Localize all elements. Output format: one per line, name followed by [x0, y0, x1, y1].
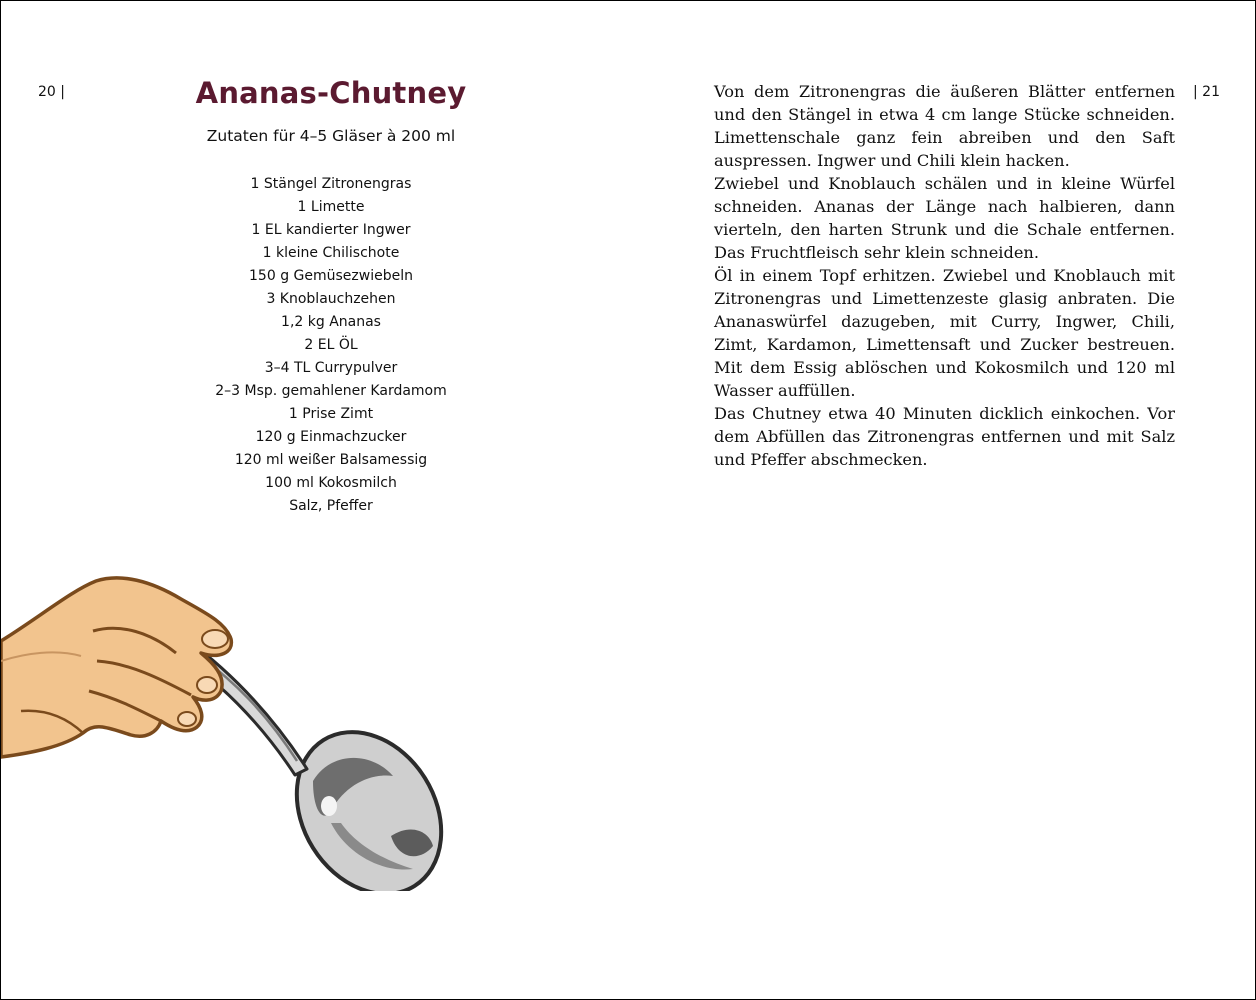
- method-paragraph: Das Chutney etwa 40 Minuten dicklich einkochen. Vor dem Abfüllen das Zitronengras entfernen und mit Salz und Pfeffer abschmecken.: [714, 404, 1175, 469]
- ingredient-item: 3 Knoblauchzehen: [266, 291, 396, 307]
- ingredient-item: 1 Stängel Zitronengras: [250, 176, 412, 192]
- page-number-right: | 21: [1193, 84, 1220, 100]
- ingredient-item: 1 Limette: [297, 199, 365, 215]
- ingredient-item: 1 EL kandierter Ingwer: [251, 222, 411, 238]
- ingredient-item: 1 Prise Zimt: [288, 406, 374, 422]
- ingredient-item: 120 ml weißer Balsamessig: [234, 452, 428, 468]
- ingredient-item: 1,2 kg Ananas: [281, 314, 381, 330]
- recipe-title: Ananas-Chutney: [195, 76, 467, 110]
- method-text: [714, 80, 1175, 471]
- page-number-left: 20 |: [38, 84, 65, 100]
- hand-holding-spoon-icon: [1, 561, 461, 891]
- ingredient-item: 150 g Gemüsezwiebeln: [249, 268, 413, 284]
- ingredients-subtitle: Zutaten für 4–5 Gläser à 200 ml: [206, 127, 456, 145]
- ingredient-item: 120 g Einmachzucker: [255, 429, 407, 445]
- ingredient-item: 2 EL ÖL: [304, 337, 358, 353]
- method-paragraph: Zwiebel und Knoblauch schälen und in kleine Würfel schneiden. Ananas der Länge nach halbieren, dann vierteln, den harten Strunk und die Schale entfernen. Das Fruchtfleisch sehr klein schneiden.: [714, 174, 1175, 262]
- hand-icon: [1, 578, 231, 757]
- method-paragraph: Öl in einem Topf erhitzen. Zwiebel und Knoblauch mit Zitronengras und Limettenzeste glasig anbraten. Die Ananaswürfel dazugeben, mit Curry, Ingwer, Chili, Zimt, Kardamon, Limettensaft und Zucker bestreuen. Mit dem Essig ablöschen und Kokosmilch und 120 ml Wasser auffüllen.: [714, 266, 1175, 400]
- ingredient-item: 1 kleine Chilischote: [262, 245, 400, 261]
- ingredient-list: [141, 173, 521, 518]
- ingredient-item: 3–4 TL Currypulver: [264, 360, 398, 376]
- method-paragraph: Von dem Zitronengras die äußeren Blätter entfernen und den Stängel in etwa 4 cm lange Stücke schneiden. Limettenschale ganz fein abreiben und den Saft auspressen. Ingwer und Chili klein hacken.: [714, 82, 1175, 170]
- ingredient-item: 100 ml Kokosmilch: [265, 475, 397, 491]
- ingredient-item: 2–3 Msp. gemahlener Kardamom: [215, 383, 447, 399]
- ingredient-item: Salz, Pfeffer: [289, 498, 373, 514]
